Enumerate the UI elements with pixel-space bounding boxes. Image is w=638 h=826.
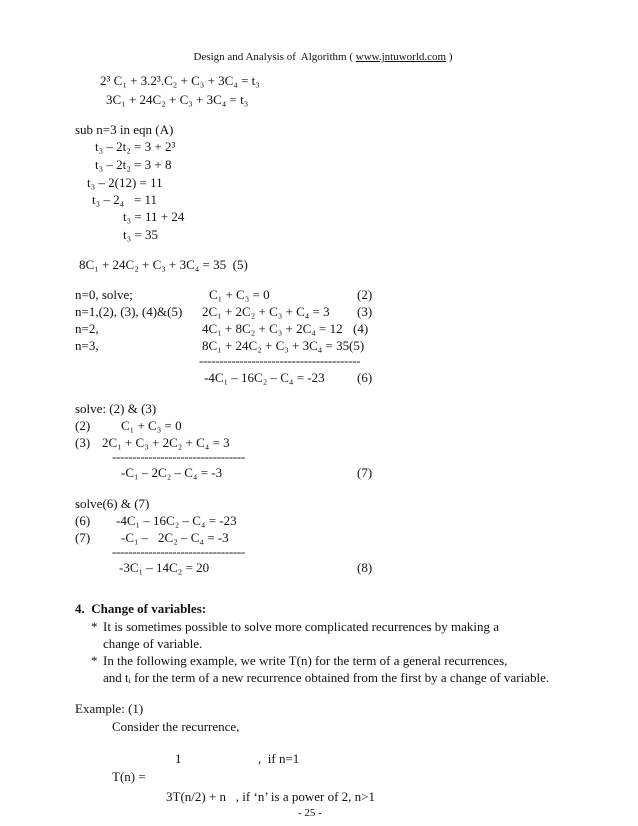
header-title-prefix: Design and Analysis of Algorithm (: [193, 51, 356, 63]
equation-line: -C₁ – 2C₂ – C₄ = -3: [121, 465, 223, 480]
text-line: sub n=3 in eqn (A): [75, 122, 174, 137]
equation-line: t₃ – 2t₂ = 3 + 8: [95, 157, 172, 172]
equation-line: 8C₁ + 24C₂ + C₃ + 3C₄ = 35 (5): [79, 257, 248, 272]
recurrence-case1-value: 1: [175, 751, 182, 766]
divider-dashes: ----------------------------------------: [199, 353, 361, 368]
text-line: solve: (2) & (3): [75, 401, 157, 416]
equation-line: 8C₁ + 24C₂ + C₃ + 3C₄ = 35: [202, 338, 350, 353]
recurrence-case1-condition: , if n=1: [258, 751, 300, 766]
equation-line: C₁ + C₃ = 0: [209, 287, 270, 302]
page-number: - 25 -: [298, 807, 322, 819]
equation-line: t₃ = 35: [123, 227, 158, 242]
text-line: n=2,: [75, 321, 99, 336]
equation-line: t₃ = 11 + 24: [123, 209, 185, 224]
equation-number: (7): [357, 465, 373, 480]
example-label: Example: (1): [75, 701, 144, 716]
equation-line: 2³ C₁ + 3.2³.C₂ + C₃ + 3C₄ = t₃: [100, 73, 260, 88]
equation-line: C₁ + C₃ = 0: [121, 418, 182, 433]
recurrence-lhs: T(n) =: [112, 769, 146, 784]
equation-number: (4): [353, 321, 369, 336]
header-title-suffix: ): [446, 51, 453, 63]
equation-number: (6): [357, 370, 373, 385]
bullet-marker: *: [91, 653, 98, 668]
equation-line: -3C₁ – 14C₂ = 20: [119, 560, 210, 575]
equation-line: t₃ – 2t₂ = 3 + 2³: [95, 139, 176, 154]
equation-number: (8): [357, 560, 373, 575]
bullet-text: It is sometimes possible to solve more complicated recurrences by making a: [103, 619, 500, 634]
divider-dashes: ---------------------------------: [112, 449, 245, 464]
equation-line: 2C₁ + 2C₂ + C₃ + C₄ = 3: [202, 304, 330, 319]
equation-number: (3): [75, 435, 91, 450]
recurrence-case2: 3T(n/2) + n , if ‘n’ is a power of 2, n>1: [166, 789, 376, 804]
text-line: n=1,(2), (3), (4)&(5): [75, 304, 183, 319]
text-line: n=0, solve;: [75, 287, 133, 302]
site-link[interactable]: www.jntuworld.com: [355, 51, 447, 63]
equation-line: -4C₁ – 16C₂ – C₄ = -23: [204, 370, 325, 385]
equation-number: (3): [357, 304, 373, 319]
section-heading: 4. Change of variables:: [75, 601, 207, 616]
bullet-text: In the following example, we write T(n) for the term of a general recurrences,: [103, 653, 508, 668]
equation-line: t₃ – 2(12) = 11: [87, 175, 163, 190]
divider-dashes: ---------------------------------: [112, 544, 245, 559]
bullet-text: and tᵢ for the term of a new recurrence obtained from the first by a change of variable.: [103, 670, 550, 685]
equation-number: (5): [349, 338, 365, 353]
equation-number: (2): [75, 418, 91, 433]
example-intro: Consider the recurrence,: [112, 719, 240, 734]
bullet-text: change of variable.: [103, 636, 203, 651]
equation-line: -C₁ – 2C₂ – C₄ = -3: [121, 530, 229, 545]
text-line: n=3,: [75, 338, 99, 353]
equation-line: 2C₁ + C₃ + 2C₂ + C₄ = 3: [102, 435, 230, 450]
text-line: solve(6) & (7): [75, 496, 150, 511]
equation-line: -4C₁ – 16C₂ – C₄ = -23: [116, 513, 237, 528]
page-header: [188, 41, 453, 63]
equation-line: t₃ – 2₄ = 11: [92, 192, 158, 207]
equation-number: (6): [75, 513, 91, 528]
equation-number: (7): [75, 530, 91, 545]
bullet-marker: *: [91, 619, 98, 634]
equation-line: 4C₁ + 8C₂ + C₃ + 2C₄ = 12: [202, 321, 343, 336]
equation-number: (2): [357, 287, 373, 302]
equation-line: 3C₁ + 24C₂ + C₃ + 3C₄ = t₃: [106, 92, 249, 107]
